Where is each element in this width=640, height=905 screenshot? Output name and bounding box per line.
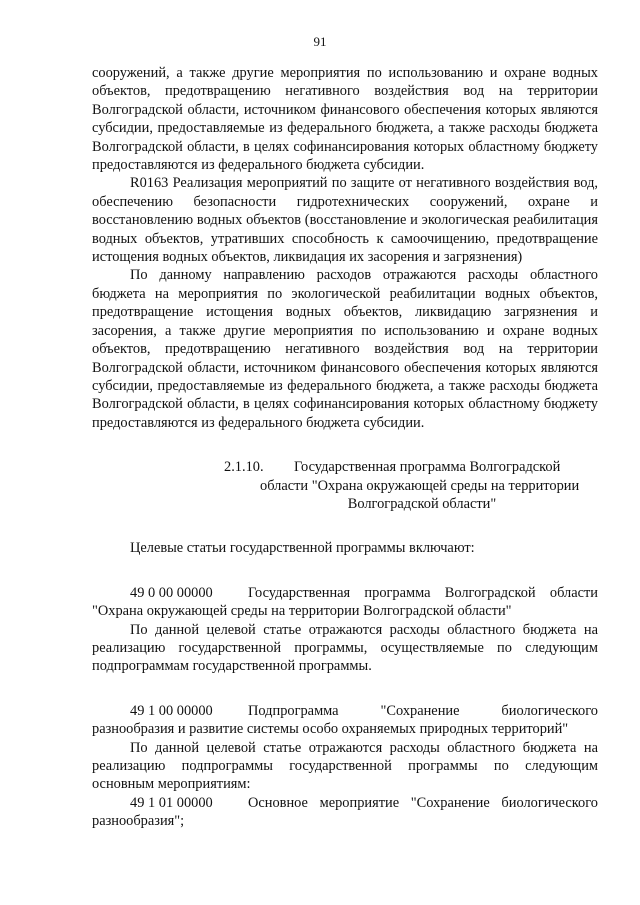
target-item-code: 49 0 00 00000 xyxy=(130,584,213,601)
target-item-code: 49 1 01 00000 xyxy=(130,794,213,811)
target-item-title xyxy=(92,794,598,831)
target-item-name: Государственная программа Волгоградской области "Охрана окружающей среды на территории Волгоградской области" xyxy=(92,584,598,620)
target-item-description: По данной целевой статье отражаются расходы областного бюджета на реализацию государственной программы, осуществляемые по следующим подпрограммам государственной программы. xyxy=(92,621,598,675)
section-title-line3: Волгоградской области" xyxy=(347,495,497,512)
section-title-line2: области "Охрана окружающей среды на территории xyxy=(260,477,580,494)
section-number: 2.1.10. xyxy=(224,459,264,476)
target-item-code: 49 1 00 00000 xyxy=(130,702,213,719)
paragraph-r0163-title: R0163 Реализация мероприятий по защите от негативного воздействия вод, обеспечению безопасности гидротехнических сооружений, охране и восстановлению водных объектов (восстановление и экологическая реабилитация водных объектов, утративших способность к самоочищению, предотвращение истощения водных объектов, ликвидация их засорения и загрязнения) xyxy=(92,175,598,266)
target-item-title xyxy=(92,584,598,621)
target-item-title xyxy=(92,702,598,739)
page-number: 91 xyxy=(313,34,327,49)
target-item-description: По данной целевой статье отражаются расходы областного бюджета на реализацию подпрограммы государственной программы по следующим основным мероприятиям: xyxy=(92,739,598,793)
target-item-name: Подпрограмма "Сохранение биологического разнообразия и развитие системы особо охраняемых природных территорий" xyxy=(92,702,598,738)
program-intro: Целевые статьи государственной программы включают: xyxy=(130,540,475,557)
document-body xyxy=(92,64,598,831)
paragraph-continuation: сооружений, а также другие мероприятия по использованию и охране водных объектов, предотвращению негативного воздействия вод на территории Волгоградской области, источником финансового обеспечения которых являются субсидии, предоставляемые из федерального бюджета, а также расходы бюджета Волгоградской области, в целях софинансирования которых областному бюджету предоставляются из федерального бюджета субсидии. xyxy=(92,65,598,174)
target-item-name: Основное мероприятие "Сохранение биологического разнообразия"; xyxy=(92,794,598,830)
paragraph-r0163-description: По данному направлению расходов отражаются расходы областного бюджета на мероприятия по экологической реабилитации водных объектов, предотвращение истощения водных объектов, ликвидацию загрязнения и засорения, а также другие мероприятия по использованию и охране водных объектов, предотвращению негативного воздействия вод на территории Волгоградской области, источником финансового обеспечения которых являются субсидии, предоставляемые из федерального бюджета, а также расходы бюджета Волгоградской области, в целях софинансирования которых областному бюджету предоставляются из федерального бюджета субсидии. xyxy=(92,267,598,431)
section-title-line1: Государственная программа Волгоградской xyxy=(294,459,561,476)
section-heading xyxy=(224,458,584,513)
